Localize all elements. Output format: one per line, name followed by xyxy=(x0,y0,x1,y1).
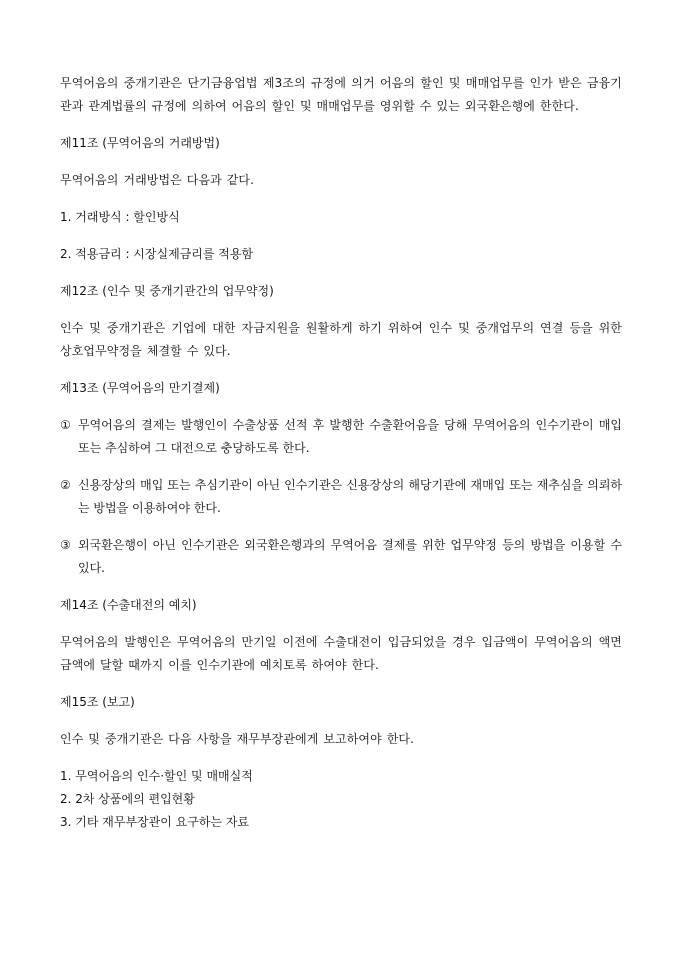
article-15-item-3: 3. 기타 재무부장관이 요구하는 자료 xyxy=(60,815,249,829)
article-13-clause-3 xyxy=(60,534,622,580)
article-11-heading: 제11조 (무역어음의 거래방법) xyxy=(60,136,220,150)
article-11-body: 무역어음의 거래방법은 다음과 같다. xyxy=(60,173,255,187)
article-15-body: 인수 및 중개기관은 다음 사항을 재무부장관에게 보고하여야 한다. xyxy=(60,732,415,746)
article-13-heading: 제13조 (무역어음의 만기결제) xyxy=(60,381,220,395)
clause-text: 무역어음의 결제는 발행인이 수출상품 선적 후 발행한 수출환어음을 당해 무역어음의 인수기관이 매입 또는 추심하여 그 대전으로 충당하도록 한다. xyxy=(78,418,622,455)
article-15-item-2: 2. 2차 상품에의 편입현황 xyxy=(60,792,195,806)
clause-number: ③ xyxy=(60,538,71,552)
article-11-item-1: 1. 거래방식 : 할인방식 xyxy=(60,210,180,224)
intro-paragraph: 무역어음의 중개기관은 단기금융업법 제3조의 규정에 의거 어음의 할인 및 매매업무를 인가 받은 금융기관과 관계법률의 규정에 의하여 어음의 할인 및 매매업무를 영위할 수 있는 외국환은행에 한한다. xyxy=(60,76,622,113)
article-14-heading: 제14조 (수출대전의 예치) xyxy=(60,598,197,612)
clause-number: ① xyxy=(60,418,71,432)
article-15-heading: 제15조 (보고) xyxy=(60,695,135,709)
article-13-clause-2 xyxy=(60,474,622,520)
clause-text: 외국환은행이 아닌 인수기관은 외국환은행과의 무역어음 결제를 위한 업무약정 등의 방법을 이용할 수 있다. xyxy=(78,538,622,575)
article-12-body: 인수 및 중개기관은 기업에 대한 자금지원을 원활하게 하기 위하여 인수 및 중개업무의 연결 등을 위한 상호업무약정을 체결할 수 있다. xyxy=(60,321,622,358)
article-15-item-1: 1. 무역어음의 인수·할인 및 매매실적 xyxy=(60,769,253,783)
clause-number: ② xyxy=(60,478,71,492)
article-12-heading: 제12조 (인수 및 중개기관간의 업무약정) xyxy=(60,284,274,298)
article-11-item-2: 2. 적용금리 : 시장실제금리를 적용함 xyxy=(60,247,254,261)
clause-text: 신용장상의 매입 또는 추심기관이 아닌 인수기관은 신용장상의 해당기관에 재매입 또는 재추심을 의뢰하는 방법을 이용하여야 한다. xyxy=(78,478,622,515)
article-14-body: 무역어음의 발행인은 무역어음의 만기일 이전에 수출대전이 입금되었을 경우 입금액이 무역어음의 액면금액에 달할 때까지 이를 인수기관에 예치토록 하여야 한다. xyxy=(60,635,622,672)
article-13-clause-1 xyxy=(60,414,622,460)
document-page xyxy=(60,72,622,834)
